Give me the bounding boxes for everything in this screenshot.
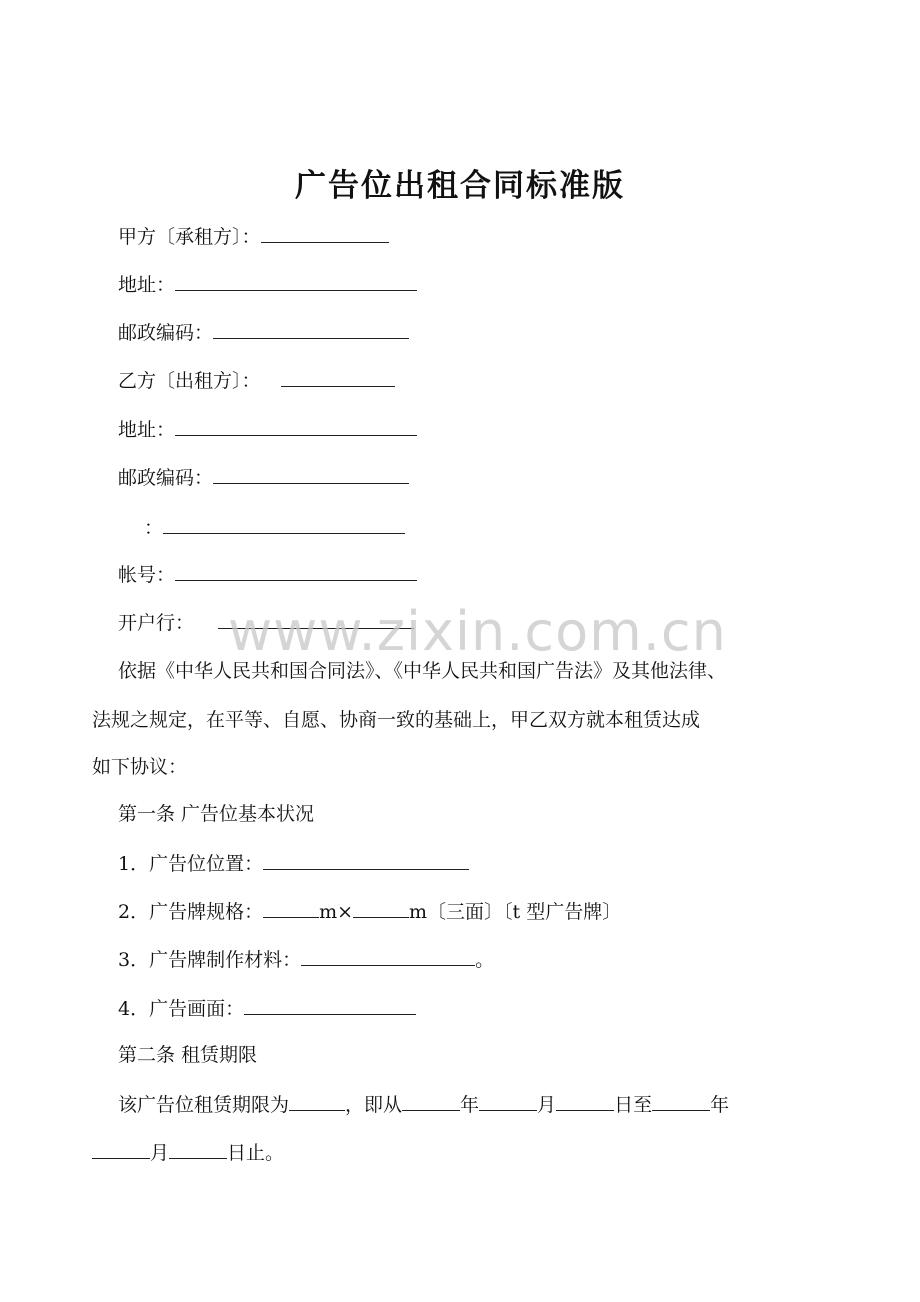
party-a-postcode-line: [118, 318, 409, 347]
party-b-postcode-blank: [213, 463, 409, 484]
intro-line-2: 法规之规定，在平等、自愿、协商一致的基础上，甲乙双方就本租赁达成: [92, 709, 701, 731]
party-b-postcode-line: [118, 463, 409, 492]
start-day-blank: [556, 1090, 614, 1111]
intro-line-3: 如下协议：: [92, 756, 188, 778]
party-a-address-line: [118, 270, 417, 299]
term-blank: [289, 1090, 345, 1111]
article2-line-2: [92, 1138, 284, 1167]
end-day-label: 日止。: [227, 1142, 285, 1164]
party-a-address-blank: [175, 270, 417, 291]
blank-field-label: ：: [144, 517, 164, 539]
end-month-label: 月: [150, 1142, 170, 1164]
item4-blank: [244, 994, 416, 1015]
item2-blank-2: [353, 897, 409, 918]
end-day-blank: [169, 1138, 227, 1159]
party-a-postcode-label: 邮政编码：: [118, 322, 214, 344]
item4-label: 4．广告画面：: [118, 998, 245, 1020]
term-text-1: 该广告位租赁期限为: [118, 1094, 290, 1116]
term-text-2: ，即从: [345, 1094, 403, 1116]
start-day-label: 日至: [614, 1094, 653, 1116]
party-a-blank: [261, 222, 389, 243]
article1-item1: [118, 849, 469, 878]
start-month-blank: [479, 1090, 537, 1111]
item1-label: 1．广告位位置：: [118, 853, 264, 875]
account-line: [118, 560, 417, 589]
end-year-label: 年: [710, 1094, 730, 1116]
account-label: 帐号：: [118, 564, 176, 586]
item3-label: 3．广告牌制作材料：: [118, 949, 302, 971]
article2-line-1: [118, 1090, 729, 1119]
watermark: www.zixin.com.cn: [228, 600, 727, 663]
party-a-address-label: 地址：: [118, 274, 176, 296]
item2-blank-1: [263, 897, 319, 918]
party-b-address-line: [118, 415, 417, 444]
party-b-blank: [281, 366, 395, 387]
end-month-blank: [92, 1138, 150, 1159]
party-b-line: [118, 366, 395, 395]
bank-label: 开户行：: [118, 612, 195, 634]
article1-item4: [118, 994, 416, 1023]
article1-item3: [118, 945, 494, 974]
item3-end: 。: [475, 949, 495, 971]
blank-field-blank: [163, 513, 405, 534]
start-year-blank: [402, 1090, 460, 1111]
intro-line-1: 依据《中华人民共和国合同法》、《中华人民共和国广告法》及其他法律、: [118, 660, 727, 682]
document-title: 广告位出租合同标准版: [295, 168, 625, 204]
item2-label: 2．广告牌规格：: [118, 901, 264, 923]
article2-heading: 第二条 租赁期限: [118, 1044, 258, 1066]
item3-blank: [301, 945, 475, 966]
party-a-line: [118, 222, 389, 251]
end-year-blank: [652, 1090, 710, 1111]
party-b-address-label: 地址：: [118, 419, 176, 441]
item2-mid-2: m〔三面〕〔t 型广告牌〕: [409, 901, 622, 923]
party-b-label: 乙方〔出租方〕：: [118, 370, 261, 392]
item1-blank: [263, 849, 469, 870]
item2-mid-1: m×: [319, 901, 354, 923]
start-month-label: 月: [537, 1094, 557, 1116]
party-a-postcode-blank: [213, 318, 409, 339]
blank-field-line: [144, 513, 405, 542]
party-a-label: 甲方〔承租方〕：: [118, 226, 261, 248]
article1-item2: [118, 897, 621, 926]
article1-heading: 第一条 广告位基本状况: [118, 803, 315, 825]
party-b-address-blank: [175, 415, 417, 436]
account-blank: [175, 560, 417, 581]
start-year-label: 年: [460, 1094, 480, 1116]
party-b-postcode-label: 邮政编码：: [118, 467, 214, 489]
